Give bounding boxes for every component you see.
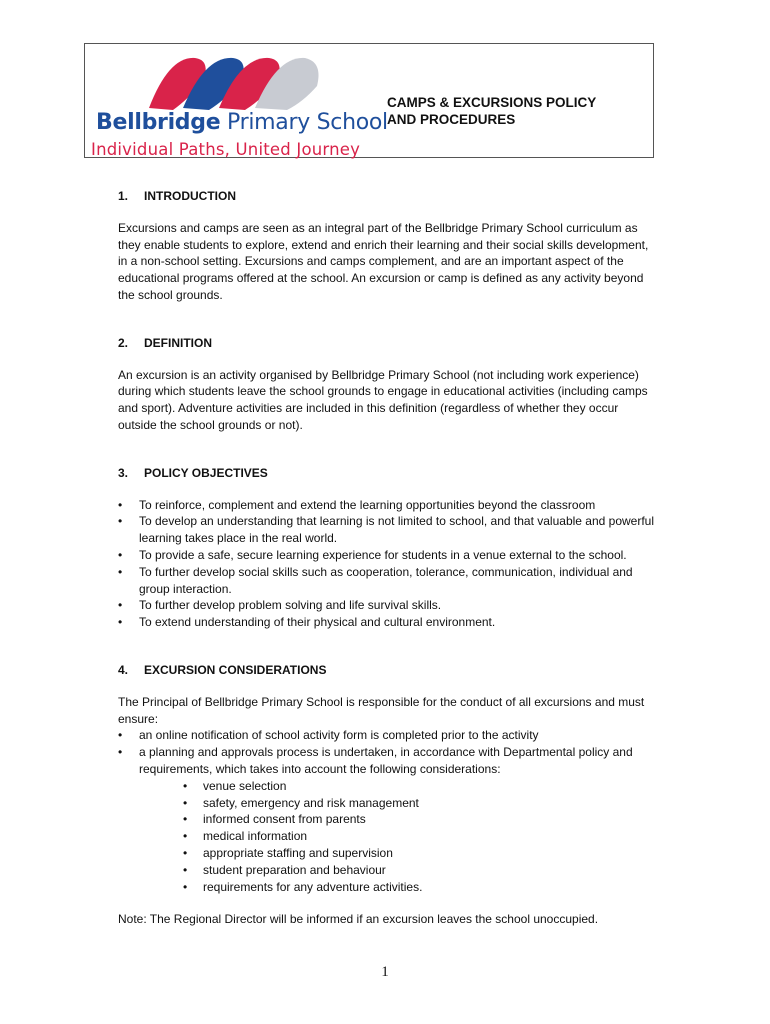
introduction-paragraph: Excursions and camps are seen as an integral part of the Bellbridge Primary School curriculum as they enable students to explore, extend and enrich their learning and their social skills development, in a non-school setting. Excursions and camps complement, and are an important aspect of the educational programs offered at the school. An excursion or camp is defined as any activity beyond the school grounds. [118,220,649,302]
list-item: • To extend understanding of their physical and cultural environment. [118,614,658,631]
section-heading-considerations: 4. EXCURSION CONSIDERATIONS [118,662,327,677]
page-number: 1 [381,964,389,980]
list-item: • To further develop social skills such as cooperation, tolerance, communication, individual and group interaction. [118,564,658,598]
sub-list-item: • requirements for any adventure activities. [183,879,423,894]
list-item: • an online notification of school activity form is completed prior to the activity [118,727,658,744]
list-item: • To reinforce, complement and extend the learning opportunities beyond the classroom [118,497,658,514]
considerations-intro: The Principal of Bellbridge Primary School is responsible for the conduct of all excursions and must ensure: [118,694,645,726]
school-logo-waves [147,52,327,116]
considerations-sub-list [118,778,658,896]
header-box [84,43,654,158]
definition-paragraph: An excursion is an activity organised by Bellbridge Primary School (not including work experience) during which students leave the school grounds to engage in educational activities (including camps and sport). Adventure activities are included in this definition (regardless of whether they occur outside the school grounds or not). [118,367,648,432]
section-heading-definition: 2. DEFINITION [118,335,212,350]
sub-list-item: • student preparation and behaviour [183,862,386,877]
sub-list-item: • venue selection [183,778,287,793]
policy-title: CAMPS & EXCURSIONS POLICY AND PROCEDURES [387,95,597,127]
section-heading-introduction: 1. INTRODUCTION [118,189,236,203]
considerations-note: Note: The Regional Director will be informed if an excursion leaves the school unoccupied. [118,912,599,927]
objectives-list [118,497,658,631]
school-motto: Individual Paths, United Journey [91,140,361,159]
list-item: • To further develop problem solving and life survival skills. [118,597,658,614]
list-item: • To provide a safe, secure learning experience for students in a venue external to the school. [118,547,658,564]
section-heading-objectives: 3. POLICY OBJECTIVES [118,465,268,480]
sub-list-item: • appropriate staffing and supervision [183,845,393,860]
school-name: Bellbridge Primary School [96,110,388,135]
sub-list-item: • safety, emergency and risk management [183,795,419,810]
sub-list-item: • medical information [183,829,308,844]
list-item: • a planning and approvals process is undertaken, in accordance with Departmental policy and requirements, which takes into account the following considerations: [118,744,658,778]
sub-list-item: • informed consent from parents [183,812,366,827]
document-body [118,188,658,928]
considerations-list [118,727,658,777]
list-item: • To develop an understanding that learning is not limited to school, and that valuable and powerful learning takes place in the real world. [118,513,658,547]
